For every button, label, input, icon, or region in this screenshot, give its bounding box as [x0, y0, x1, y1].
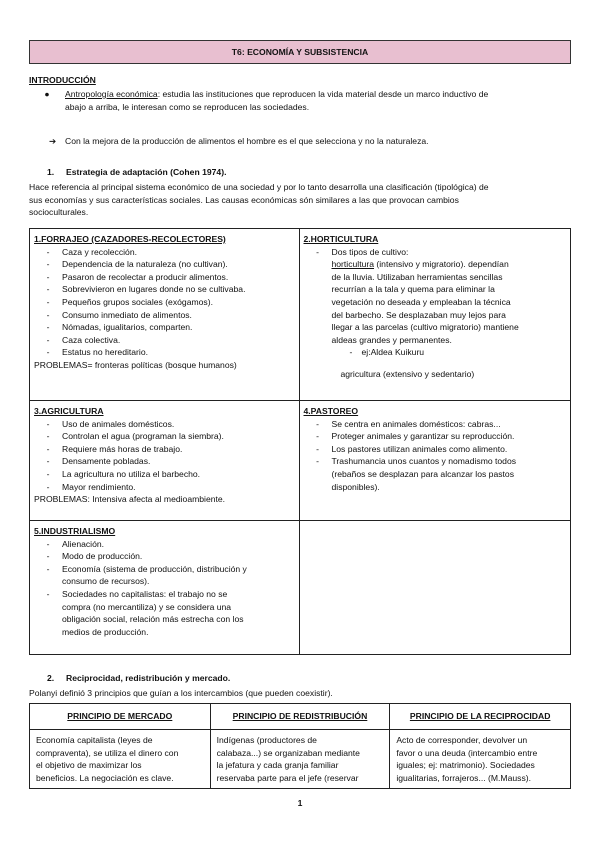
bullet-text: : estudia las instituciones que reproducen la vida material desde un marco inductivo de [157, 89, 489, 99]
list-item: - Pequeños grupos sociales (exógamos). [46, 296, 213, 307]
list-item: - Los pastores utilizan animales como alimento. [316, 443, 508, 454]
list-item: - Uso de animales domésticos. [46, 418, 175, 429]
cell-empty [299, 521, 571, 655]
header-reciprocidad: PRINCIPIO DE LA RECIPROCIDAD [390, 704, 571, 730]
intro-bullet [29, 88, 574, 113]
cell-forrajeo: 1.FORRAJEO (CAZADORES-RECOLECTORES) - Caza y recolección. - Dependencia de la naturaleza (no cultivan). - Pasaron de recolectar a producir alimentos. - Sobrevivieron en lugares donde no se cultivaba. - Pequeños grupos sociales (exógamos). - Consumo inmediato de alimentos. - Nómadas, igualitarios, comparten. - Caza colectiva. - Estatus no hereditario. PROBLEMAS= fronteras políticas (bosque humanos) [30, 229, 300, 401]
page-number: 1 [297, 798, 303, 808]
section1-paragraph: Hace referencia al principal sistema económico de una sociedad y por lo tanto desarrolla una clasificación (tipológica) de sus economías y sus características sociales. Las causas económicas són similares a las que provocan cambios socioculturales. [29, 182, 489, 218]
list-item: - Dependencia de la naturaleza (no cultivan). [46, 259, 228, 270]
list-item: - Controlan el agua (programan la siembra). [46, 431, 224, 442]
intro-arrow-item [49, 135, 429, 148]
cell-horticultura: 2.HORTICULTURA - Dos tipos de cultivo: horticultura (intensivo y migratorio). dependían de la lluvia. Utilizaban herramientas sencillas recurrían a la tala y quema para eliminar la vegetación no deseada y empleaban la técnica del barbecho. Se desplazaban muy lejos para llegar a las parcelas (cultivo migratorio) mantiene aldeas grandes y permanentes. - ej:Aldea Kuikuru agricultura (extensivo y sedentario) [299, 229, 571, 401]
list-item: - Dos tipos de cultivo: [316, 246, 409, 257]
list-item: - Mayor rendimiento. [46, 481, 136, 492]
header-mercado: PRINCIPIO DE MERCADO [30, 704, 211, 730]
strategies-table [29, 228, 571, 655]
horticultura-description: horticultura (intensivo y migratorio). dependían de la lluvia. Utilizaban herramientas sencillas recurrían a la tala y quema para eliminar la vegetación no deseada y empleaban la técnica del barbecho. Se desplazaban muy lejos para llegar a las parcelas (cultivo migratorio) mantiene aldeas grandes y permanentes. - ej:Aldea Kuikuru [331, 259, 519, 358]
cell-redistribucion: Indígenas (productores de calabaza...) se organizaban mediante la jefatura y cada granja familiar reservaba parte para el jefe (reservar [210, 730, 390, 789]
list-item: - Pasaron de recolectar a producir alimentos. [46, 271, 229, 282]
list-item: - Alienación. [46, 538, 105, 549]
bullet-text-cont: abajo a arriba, le interesan como se reproducen las sociedades. [65, 101, 310, 112]
list-item: - Sobrevivieron en lugares donde no se cultivaba. [46, 284, 246, 295]
cell-agricultura: 3.AGRICULTURA - Uso de animales domésticos. - Controlan el agua (programan la siembra). - Requiere más horas de trabajo. - Densamente pobladas. - La agricultura no utiliza el barbecho. - Mayor rendimiento. PROBLEMAS: Intensiva afecta al medioambiente. [30, 401, 300, 521]
arrow-icon: ➔ [49, 136, 57, 146]
horticultura-extra: agricultura (extensivo y sedentario) [340, 368, 475, 379]
bullet-term: Antropología económica [65, 89, 158, 99]
list-item: - Nómadas, igualitarios, comparten. [46, 322, 193, 333]
list-item: - Caza colectiva. [46, 334, 121, 345]
section2-heading: 2. Reciprocidad, redistribución y mercado. [47, 673, 231, 683]
bullet-icon: ● [44, 89, 50, 99]
agricultura-problems: PROBLEMAS: Intensiva afecta al medioambiente. [34, 494, 226, 505]
principles-table [29, 703, 571, 789]
section2-paragraph: Polanyi definió 3 principios que guían a los intercambios (que pueden coexistir). [29, 688, 333, 698]
forrajeo-problems: PROBLEMAS= fronteras políticas (bosque humanos) [34, 359, 237, 370]
cell-reciprocidad: Acto de corresponder, devolver un favor o una deuda (intercambio entre iguales; ej: matrimonio). Sociedades igualitarias, forrajeros... (M.Mauss). [390, 730, 571, 789]
list-item: - Proteger animales y garantizar su reproducción. [316, 431, 515, 442]
list-item: - Densamente pobladas. [46, 456, 151, 467]
horticultura-example: ej:Aldea Kuikuru [361, 347, 425, 358]
cell-pastoreo: 4.PASTOREO - Se centra en animales domésticos: cabras... - Proteger animales y garantizar su reproducción. - Los pastores utilizan animales como alimento. - Trashumancia unos cuantos y nomadismo todos (rebaños se desplazan para alcanzar los pastos disponibles). [299, 401, 571, 521]
list-item: - Economía (sistema de producción, distribución y consumo de recursos). [46, 563, 247, 587]
list-item: - Estatus no hereditario. [46, 347, 148, 358]
intro-heading: INTRODUCCIÓN [29, 75, 96, 85]
list-item: - Se centra en animales domésticos: cabras... [316, 418, 501, 429]
arrow-text: Con la mejora de la producción de alimentos el hombre es el que selecciona y no la naturaleza. [65, 136, 429, 146]
list-item: - Sociedades no capitalistas: el trabajo no se compra (no mercantiliza) y se considera una obligación social, relación más estrecha con los medios de producción. [46, 588, 244, 637]
list-item: - Trashumancia unos cuantos y nomadismo todos (rebaños se desplazan para alcanzar los pastos disponibles). [316, 456, 517, 492]
list-item: - Caza y recolección. [46, 246, 137, 257]
header-redistribucion: PRINCIPIO DE REDISTRIBUCIÓN [210, 704, 390, 730]
cell-mercado: Economía capitalista (leyes de compraventa), se utiliza el dinero con el objetivo de maximizar los beneficios. La negociación es clave. [30, 730, 211, 789]
list-item: - La agricultura no utiliza el barbecho. [46, 468, 201, 479]
section1-heading: 1. Estrategia de adaptación (Cohen 1974). [47, 167, 227, 177]
page-title: T6: ECONOMÍA Y SUBSISTENCIA [29, 40, 571, 64]
list-item: - Consumo inmediato de alimentos. [46, 309, 192, 320]
cell-industrialismo: 5.INDUSTRIALISMO - Alienación. - Modo de producción. - Economía (sistema de producción, distribución y consumo de recursos). - Sociedades no capitalistas: el trabajo no se compra (no mercantiliza) y se considera una obligación social, relación más estrecha con los medios de producción. [30, 521, 300, 655]
list-item: - Modo de producción. [46, 551, 143, 562]
forrajeo-list [34, 246, 295, 359]
list-item: - Requiere más horas de trabajo. [46, 443, 183, 454]
